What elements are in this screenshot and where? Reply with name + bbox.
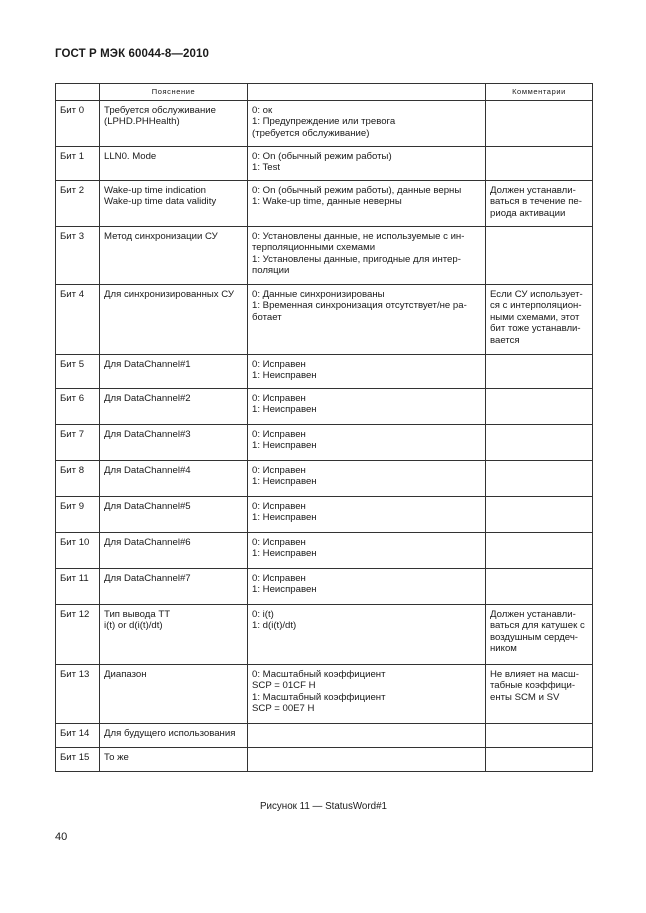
bit-label: Бит 2 bbox=[56, 180, 100, 226]
bit-comment bbox=[486, 747, 593, 771]
bit-values-line: 0: Исправен bbox=[252, 500, 306, 512]
bit-description-line: Для DataChannel#7 bbox=[104, 572, 191, 584]
bit-description-line: Требуется обслуживание bbox=[104, 104, 216, 116]
bit-values-line: 0: Исправен bbox=[252, 358, 306, 370]
column-header-explanation: Пояснение bbox=[100, 84, 248, 101]
table-row bbox=[56, 460, 593, 496]
bit-comment-line: табные коэффици- bbox=[490, 680, 576, 691]
bit-comment bbox=[486, 180, 593, 226]
bit-description bbox=[100, 532, 248, 568]
bit-description bbox=[100, 496, 248, 532]
bit-description-line: Для синхронизированных СУ bbox=[104, 288, 234, 300]
bit-values-line: 0: Масштабный коэффициент bbox=[252, 668, 386, 680]
bit-label: Бит 15 bbox=[56, 747, 100, 771]
bit-label: Бит 5 bbox=[56, 354, 100, 388]
bit-description-line: LLN0. Mode bbox=[104, 150, 157, 162]
table-row bbox=[56, 100, 593, 146]
table-row bbox=[56, 604, 593, 664]
table-row bbox=[56, 388, 593, 424]
table-row bbox=[56, 723, 593, 747]
bit-description-line: Wake-up time indication bbox=[104, 184, 207, 196]
bit-values bbox=[248, 568, 486, 604]
bit-description-line: Wake-up time data validity bbox=[104, 196, 217, 207]
bit-comment bbox=[486, 226, 593, 284]
bit-comment-line: ником bbox=[490, 643, 517, 654]
bit-values-line: 0: ок bbox=[252, 104, 273, 116]
bit-comment-line: воздушным сердеч- bbox=[490, 631, 579, 643]
bit-values bbox=[248, 146, 486, 180]
bit-description-line: Для DataChannel#6 bbox=[104, 536, 191, 548]
bit-comment-line: Не влияет на масш- bbox=[490, 668, 579, 680]
bit-values bbox=[248, 100, 486, 146]
bit-description-line: Для DataChannel#5 bbox=[104, 500, 191, 512]
bit-description-line: Диапазон bbox=[104, 668, 147, 680]
table-header-row bbox=[56, 84, 593, 101]
bit-values-line: терполяционными схемами bbox=[252, 242, 376, 253]
table-row bbox=[56, 747, 593, 771]
bit-values-line: 1: Временная синхронизация отсутствует/не ра- bbox=[252, 300, 467, 311]
bit-values bbox=[248, 424, 486, 460]
bit-description-line: i(t) or d(i(t)/dt) bbox=[104, 620, 163, 631]
status-word-table bbox=[55, 83, 593, 772]
page-number: 40 bbox=[55, 831, 68, 843]
bit-label: Бит 8 bbox=[56, 460, 100, 496]
bit-description bbox=[100, 604, 248, 664]
bit-comment-line: ными схемами, этот bbox=[490, 311, 580, 323]
bit-values-line: 1: Test bbox=[252, 162, 281, 173]
bit-values bbox=[248, 180, 486, 226]
bit-description-line: Для DataChannel#3 bbox=[104, 428, 191, 440]
bit-values-line: 0: Исправен bbox=[252, 428, 306, 440]
bit-description-line: Для DataChannel#1 bbox=[104, 358, 191, 370]
bit-label: Бит 9 bbox=[56, 496, 100, 532]
bit-values-line: 0: Исправен bbox=[252, 536, 306, 548]
bit-values-line: 1: Неисправен bbox=[252, 370, 317, 381]
bit-description bbox=[100, 568, 248, 604]
bit-comment bbox=[486, 100, 593, 146]
bit-comment-line: ваться для катушек с bbox=[490, 620, 585, 631]
bit-values bbox=[248, 284, 486, 354]
bit-values-line: 1: Неисправен bbox=[252, 476, 317, 487]
bit-label: Бит 0 bbox=[56, 100, 100, 146]
bit-comment bbox=[486, 532, 593, 568]
table-row bbox=[56, 424, 593, 460]
bit-comment bbox=[486, 568, 593, 604]
bit-comment-line: енты SCM и SV bbox=[490, 691, 560, 703]
bit-values-line: 1: Установлены данные, пригодные для интер- bbox=[252, 253, 461, 265]
bit-values-line: SCP = 01CF H bbox=[252, 680, 316, 691]
bit-values-line: 1: Неисправен bbox=[252, 440, 317, 451]
bit-values-line: 1: Неисправен bbox=[252, 404, 317, 415]
bit-comment-line: ваться в течение пе- bbox=[490, 196, 582, 207]
bit-label: Бит 12 bbox=[56, 604, 100, 664]
bit-values-line: 0: Исправен bbox=[252, 464, 306, 476]
bit-description-line: Для будущего использования bbox=[104, 727, 236, 739]
bit-label: Бит 11 bbox=[56, 568, 100, 604]
bit-values-line: ботает bbox=[252, 311, 282, 323]
bit-values bbox=[248, 532, 486, 568]
bit-comment-line: бит тоже устанавли- bbox=[490, 323, 581, 334]
bit-comment bbox=[486, 664, 593, 723]
bit-description bbox=[100, 100, 248, 146]
table-row bbox=[56, 496, 593, 532]
column-header-comments: Комментарии bbox=[486, 84, 593, 101]
bit-values-line: 1: Масштабный коэффициент bbox=[252, 691, 386, 703]
bit-description bbox=[100, 180, 248, 226]
bit-description bbox=[100, 723, 248, 747]
document-header: ГОСТ Р МЭК 60044-8—2010 bbox=[55, 48, 209, 60]
bit-values-line: 1: Wake-up time, данные неверны bbox=[252, 196, 402, 207]
column-header-bit bbox=[56, 84, 100, 101]
bit-comment-line: ся с интерполяцион- bbox=[490, 300, 582, 311]
bit-comment bbox=[486, 388, 593, 424]
bit-description bbox=[100, 747, 248, 771]
bit-comment bbox=[486, 723, 593, 747]
bit-description bbox=[100, 354, 248, 388]
bit-label: Бит 1 bbox=[56, 146, 100, 180]
bit-label: Бит 7 bbox=[56, 424, 100, 460]
bit-values-line: 1: Неисправен bbox=[252, 512, 317, 523]
bit-description bbox=[100, 226, 248, 284]
bit-values-line: 0: Данные синхронизированы bbox=[252, 288, 385, 300]
bit-values-line: 0: i(t) bbox=[252, 608, 274, 620]
bit-values bbox=[248, 604, 486, 664]
bit-description-line: Метод синхронизации СУ bbox=[104, 230, 218, 242]
bit-comment-line: риода активации bbox=[490, 207, 566, 219]
table-row bbox=[56, 180, 593, 226]
bit-values bbox=[248, 664, 486, 723]
bit-values bbox=[248, 496, 486, 532]
bit-values-line: (требуется обслуживание) bbox=[252, 127, 370, 139]
table-body bbox=[56, 100, 593, 771]
bit-values bbox=[248, 226, 486, 284]
bit-values-line: поляции bbox=[252, 265, 290, 276]
bit-comment bbox=[486, 424, 593, 460]
bit-description-line: Тип вывода ТТ bbox=[104, 608, 171, 620]
bit-comment-line: Если СУ использует- bbox=[490, 288, 583, 300]
bit-values-line: 0: Исправен bbox=[252, 392, 306, 404]
bit-description-line: (LPHD.PHHealth) bbox=[104, 116, 180, 127]
bit-values bbox=[248, 747, 486, 771]
bit-description bbox=[100, 146, 248, 180]
table-row bbox=[56, 532, 593, 568]
bit-description bbox=[100, 664, 248, 723]
bit-comment-line: вается bbox=[490, 334, 520, 346]
bit-values bbox=[248, 354, 486, 388]
bit-description-line: То же bbox=[104, 751, 129, 763]
bit-comment-line: Должен устанавли- bbox=[490, 608, 576, 620]
bit-comment bbox=[486, 460, 593, 496]
bit-values bbox=[248, 460, 486, 496]
table-row bbox=[56, 568, 593, 604]
column-header-values bbox=[248, 84, 486, 101]
bit-label: Бит 6 bbox=[56, 388, 100, 424]
bit-comment bbox=[486, 496, 593, 532]
bit-values-line: 1: Неисправен bbox=[252, 548, 317, 559]
bit-description bbox=[100, 460, 248, 496]
bit-values-line: 1: Неисправен bbox=[252, 584, 317, 595]
bit-label: Бит 13 bbox=[56, 664, 100, 723]
table-row bbox=[56, 664, 593, 723]
bit-values-line: 1: d(i(t)/dt) bbox=[252, 620, 297, 631]
bit-label: Бит 10 bbox=[56, 532, 100, 568]
table-row bbox=[56, 354, 593, 388]
bit-values-line: SCP = 00E7 H bbox=[252, 703, 315, 714]
bit-label: Бит 4 bbox=[56, 284, 100, 354]
bit-values-line: 0: Установлены данные, не используемые с ин- bbox=[252, 230, 465, 242]
bit-comment bbox=[486, 604, 593, 664]
bit-description bbox=[100, 424, 248, 460]
bit-description bbox=[100, 388, 248, 424]
bit-values bbox=[248, 723, 486, 747]
bit-comment bbox=[486, 354, 593, 388]
table-row bbox=[56, 284, 593, 354]
table-row bbox=[56, 146, 593, 180]
bit-description bbox=[100, 284, 248, 354]
bit-values-line: 0: On (обычный режим работы) bbox=[252, 150, 392, 162]
figure-caption: Рисунок 11 — StatusWord#1 bbox=[260, 801, 387, 812]
bit-values-line: 1: Предупреждение или тревога bbox=[252, 116, 396, 127]
bit-values bbox=[248, 388, 486, 424]
bit-values-line: 0: Исправен bbox=[252, 572, 306, 584]
bit-comment-line: Должен устанавли- bbox=[490, 184, 576, 196]
table-row bbox=[56, 226, 593, 284]
bit-description-line: Для DataChannel#2 bbox=[104, 392, 191, 404]
bit-comment bbox=[486, 146, 593, 180]
bit-label: Бит 14 bbox=[56, 723, 100, 747]
bit-label: Бит 3 bbox=[56, 226, 100, 284]
bit-description-line: Для DataChannel#4 bbox=[104, 464, 191, 476]
bit-comment bbox=[486, 284, 593, 354]
bit-values-line: 0: On (обычный режим работы), данные верны bbox=[252, 184, 462, 196]
